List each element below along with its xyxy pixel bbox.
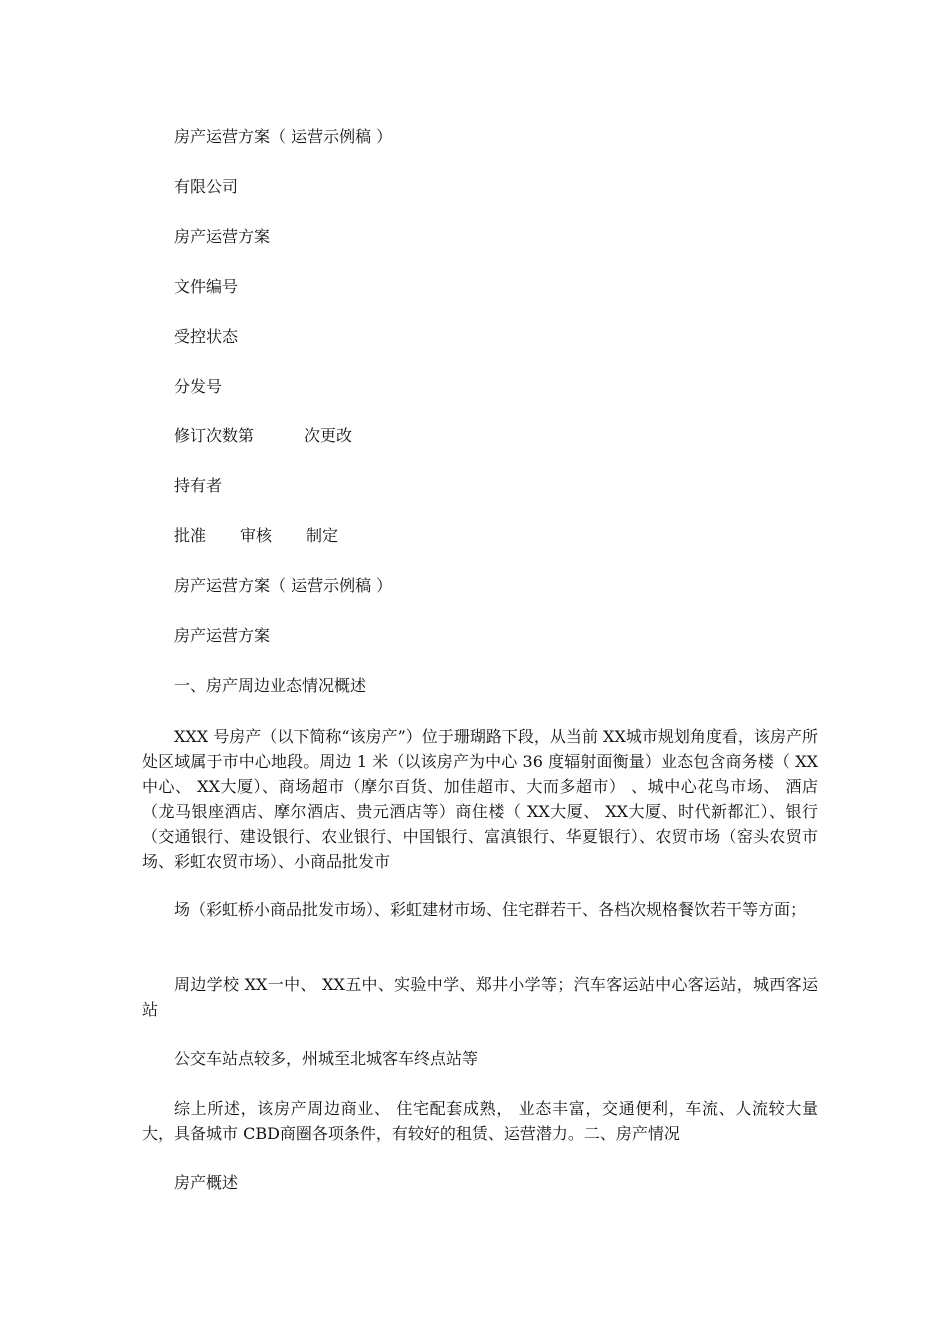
document-subtitle-repeat: 房产运营方案: [174, 626, 271, 645]
document-subtitle: 房产运营方案: [174, 227, 271, 246]
file-number-label: 文件编号: [174, 277, 239, 296]
paragraph-surroundings: XXX 号房产（以下简称“该房产”）位于珊瑚路下段，从当前 XX城市规划角度看，该房产所处区域属于市中心地段。周边 1 米（以该房产为中心 36 度辐射面衡量）业态包含商务楼（ XX中心、 XX大厦）、商场超市（摩尔百货、加佳超市、大而多超市） 、城中心花鸟市场、 酒店（龙马银座酒店、摩尔酒店、贵元酒店等）商住楼（ XX大厦、 XX大厦、时代新都汇）、银行（交通银行、建设银行、农业银行、中国银行、富滇银行、华夏银行）、农贸市场（窑头农贸市场、彩虹农贸市场）、小商品批发市: [142, 727, 818, 871]
section-heading: 一、房产周边业态情况概述: [174, 676, 367, 695]
approve-label: 批准: [174, 526, 207, 545]
holder-label: 持有者: [174, 476, 223, 495]
distribution-label: 分发号: [174, 377, 223, 396]
paragraph-summary: 综上所述，该房产周边商业、 住宅配套成熟， 业态丰富，交通便利，车流、人流较大量大，具备城市 CBD商圈各项条件，有较好的租赁、运营潜力。二、房产情况: [142, 1099, 818, 1143]
paragraph-transit: 公交车站点较多，州城至北城客车终点站等: [174, 1049, 479, 1068]
control-status-label: 受控状态: [174, 327, 239, 346]
paragraph-overview: 房产概述: [174, 1173, 239, 1192]
revision-suffix: 次更改: [304, 426, 353, 445]
review-label: 审核: [240, 526, 273, 545]
paragraph-schools: 周边学校 XX一中、 XX五中、实验中学、郑井小学等；汽车客运站中心客运站，城西客运站: [142, 975, 818, 1019]
revision-line: [174, 425, 352, 447]
paragraph-markets: 场（彩虹桥小商品批发市场）、彩虹建材市场、住宅群若干、各档次规格餐饮若干等方面；: [174, 900, 807, 919]
revision-prefix: 修订次数第: [174, 426, 255, 445]
prepare-label: 制定: [306, 526, 339, 545]
document-title-repeat: 房产运营方案（ 运营示例稿 ）: [174, 576, 393, 595]
signature-line: [174, 525, 338, 547]
company-name: 有限公司: [174, 177, 239, 196]
document-title: 房产运营方案（ 运营示例稿 ）: [174, 127, 393, 146]
